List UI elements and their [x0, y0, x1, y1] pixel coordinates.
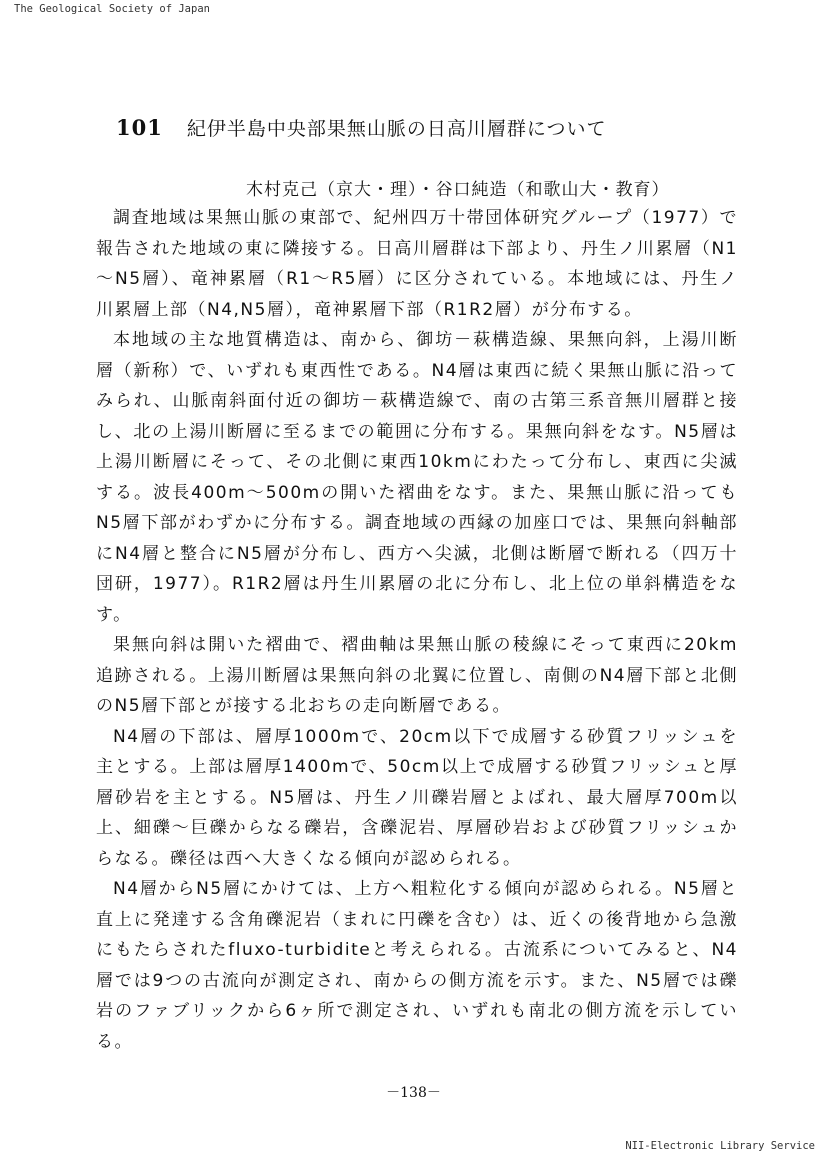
article-body [96, 203, 738, 1057]
page-number: －138－ [386, 1085, 441, 1101]
paragraph-1: 調査地域は果無山脈の東部で、紀州四万十帯団体研究グループ（1977）で報告された地域の東に隣接する。日高川層群は下部より、丹生ノ川累層（N1～N5層）、竜神累層（R1～R5層）に区分されている。本地域には、丹生ノ川累層上部（N4,N5層），竜神累層下部（R1R2層）が分布する。 [96, 208, 738, 320]
article-number: 101 [116, 115, 163, 140]
paragraph-2: 本地域の主な地質構造は、南から、御坊－萩構造線、果無向斜，上湯川断層（新称）で、いずれも東西性である。N4層は東西に続く果無山脈に沿ってみられ、山脈南斜面付近の御坊－萩構造線で、南の古第三系音無川層群と接し、北の上湯川断層に至るまでの範囲に分布する。果無向斜をなす。N5層は上湯川断層にそって、その北側に東西10kmにわたって分布し、東西に尖滅する。波長400m～500mの開いた褶曲をなす。また、果無山脈に沿ってもN5層下部がわずかに分布する。調査地域の西縁の加座口では、果無向斜軸部にN4層と整合にN5層が分布し、西方へ尖滅，北側は断層で断れる（四万十団研，1977）。R1R2層は丹生川累層の北に分布し、北上位の単斜構造をなす。 [96, 330, 738, 625]
society-header: The Geological Society of Japan [14, 3, 210, 15]
paragraph-3: 果無向斜は開いた褶曲で、褶曲軸は果無山脈の稜線にそって東西に20km追跡される。上湯川断層は果無向斜の北翼に位置し、南側のN4層下部と北側のN5層下部とが接する北おちの走向断層である。 [96, 635, 738, 716]
library-service-footer: NII-Electronic Library Service [625, 1140, 815, 1152]
paragraph-4: N4層の下部は、層厚1000mで、20cm以下で成層する砂質フリッシュを主とする。上部は層厚1400mで、50cm以上で成層する砂質フリッシュと厚層砂岩を主とする。N5層は、丹生ノ川礫岩層とよばれ、最大層厚700m以上、細礫～巨礫からなる礫岩，含礫泥岩、厚層砂岩および砂質フリッシュからなる。礫径は西へ大きくなる傾向が認められる。 [96, 726, 738, 869]
article-authors: 木村克己（京大・理）・谷口純造（和歌山大・教育） [246, 180, 670, 200]
article-title: 紀伊半島中央部果無山脈の日高川層群について [186, 118, 607, 140]
paragraph-5: N4層からN5層にかけては、上方へ粗粒化する傾向が認められる。N5層と直上に発達する含角礫泥岩（まれに円礫を含む）は、近くの後背地から急激にもたらされたfluxo-turbiditeと考えられる。古流系についてみると、N4層では9つの古流向が測定され、南からの側方流を示す。また、N5層では礫岩のファブリックから6ヶ所で測定され、いずれも南北の側方流を示している。 [96, 879, 738, 1052]
article-title-line [116, 114, 606, 141]
